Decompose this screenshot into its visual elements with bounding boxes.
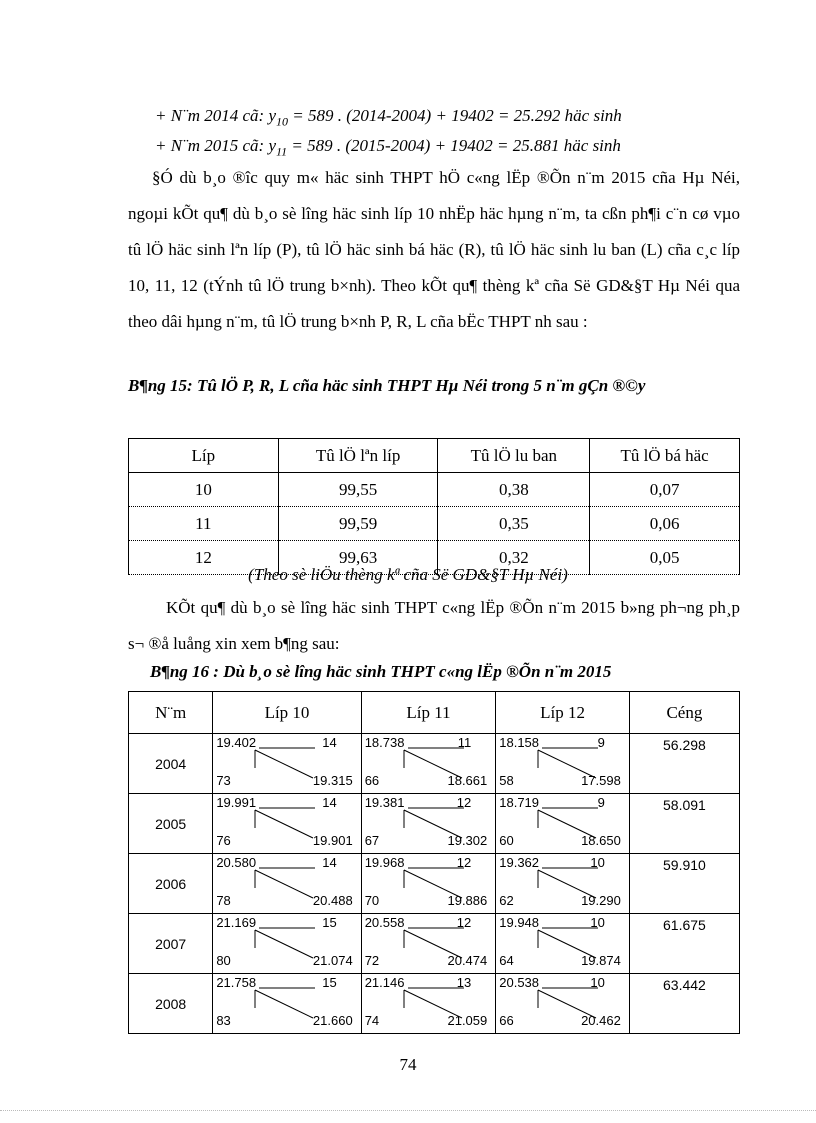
table16-flow-cell: [361, 854, 496, 914]
flow-value: 18.661: [447, 773, 488, 788]
flow-value: 21.758: [216, 975, 257, 990]
table15-cell: 12: [129, 541, 279, 575]
flow-line: [255, 990, 313, 1018]
table16: [128, 691, 740, 1034]
flow-diagram: [213, 794, 360, 850]
table16-year-cell: 2004: [129, 734, 213, 794]
table16-header: Líp 12: [496, 692, 630, 734]
table16-flow-cell: [361, 734, 496, 794]
table16-flow-cell: [496, 794, 630, 854]
table16-flow-cell: [213, 974, 361, 1034]
table15-cell: 0,35: [438, 507, 590, 541]
flow-value: 10: [590, 975, 605, 990]
flow-line: [255, 930, 313, 958]
table16-total-cell: 58.091: [629, 794, 739, 854]
table15-header-row: [129, 439, 740, 473]
table16-caption: B¶ng 16 : Dù b¸o sè lîng häc sinh THPT c«ng lËp ®Õn n¨m 2015: [150, 662, 612, 681]
flow-value: 21.074: [312, 953, 353, 968]
table16-flow-cell: [496, 734, 630, 794]
flow-value: 21.660: [312, 1013, 353, 1028]
flow-value: 9: [597, 735, 605, 750]
table-row: [129, 854, 740, 914]
flow-value: 80: [216, 953, 231, 968]
table-row: [129, 734, 740, 794]
flow-value: 18.650: [581, 833, 621, 848]
table15-cell: 11: [129, 507, 279, 541]
flow-value: 17.598: [581, 773, 621, 788]
flow-value: 66: [499, 1013, 514, 1028]
table15-cell: 99,55: [278, 473, 438, 507]
flow-value: 20.580: [216, 855, 257, 870]
table15-caption: B¶ng 15: Tû lÖ P, R, L cña häc sinh THPT Hµ Néi trong 5 n¨m gÇn ®©y: [128, 376, 646, 395]
table15-cell: 10: [129, 473, 279, 507]
flow-value: 78: [216, 893, 231, 908]
table16-header: N¨m: [129, 692, 213, 734]
flow-diagram: [496, 914, 629, 970]
flow-value: 12: [456, 855, 472, 870]
flow-value: 19.901: [312, 833, 353, 848]
flow-diagram: [213, 914, 360, 970]
flow-diagram: [362, 914, 496, 970]
flow-value: 64: [499, 953, 514, 968]
flow-diagram: [213, 854, 360, 910]
table16-flow-cell: [496, 914, 630, 974]
table15-header: Tû lÖ lªn líp: [278, 439, 438, 473]
flow-line: [255, 750, 313, 778]
table15-header: Tû lÖ lu ban: [438, 439, 590, 473]
table15: [128, 438, 740, 575]
flow-diagram: [213, 974, 360, 1030]
flow-value: 12: [456, 915, 472, 930]
flow-diagram: [362, 854, 496, 910]
flow-value: 20.538: [499, 975, 540, 990]
flow-value: 19.362: [499, 855, 540, 870]
flow-value: 14: [322, 735, 337, 750]
flow-value: 9: [597, 795, 605, 810]
table16-flow-cell: [213, 914, 361, 974]
flow-value: 19.968: [364, 855, 405, 870]
flow-value: 73: [216, 773, 231, 788]
flow-value: 74: [364, 1013, 380, 1028]
table16-header-row: [129, 692, 740, 734]
table15-cell: 0,38: [438, 473, 590, 507]
flow-value: 19.886: [447, 893, 488, 908]
table16-year-cell: 2006: [129, 854, 213, 914]
table16-flow-cell: [213, 854, 361, 914]
table16-total-cell: 56.298: [629, 734, 739, 794]
flow-value: 20.462: [581, 1013, 621, 1028]
table16-flow-cell: [361, 794, 496, 854]
table-row: [129, 794, 740, 854]
flow-value: 15: [322, 915, 337, 930]
table15-cell: 99,63: [278, 541, 438, 575]
table-row: [129, 974, 740, 1034]
table16-header: Líp 10: [213, 692, 361, 734]
table15-cell: 0,07: [590, 473, 740, 507]
table16-total-cell: 63.442: [629, 974, 739, 1034]
flow-value: 13: [456, 975, 472, 990]
table-row: [129, 473, 740, 507]
table15-header: Tû lÖ bá häc: [590, 439, 740, 473]
flow-diagram: [213, 734, 360, 790]
flow-value: 62: [499, 893, 514, 908]
flow-value: 21.059: [447, 1013, 488, 1028]
formula-2015: + N¨m 2015 cã: $y_{11} = 589$ . (2015-2004) + 19402 = 25.881 häc sinh: [155, 136, 621, 159]
flow-diagram: [362, 794, 496, 850]
flow-value: 19.381: [364, 795, 405, 810]
flow-value: 66: [364, 773, 380, 788]
flow-value: 60: [499, 833, 514, 848]
page-number: 74: [399, 1055, 417, 1074]
flow-value: 15: [322, 975, 337, 990]
formula-2014: + N¨m 2014 cã: $y_{10} = 589$ . (2014-2004) + 19402 = 25.292 häc sinh: [155, 106, 622, 129]
flow-diagram: [496, 974, 629, 1030]
table16-total-cell: 59.910: [629, 854, 739, 914]
table16-flow-cell: [361, 914, 496, 974]
flow-value: 20.558: [364, 915, 405, 930]
footer-rule: [0, 1110, 816, 1111]
table16-flow-cell: [213, 734, 361, 794]
table15-cell: 0,06: [590, 507, 740, 541]
table16-flow-cell: [361, 974, 496, 1034]
flow-value: 19.874: [581, 953, 621, 968]
table16-flow-cell: [496, 974, 630, 1034]
table16-year-cell: 2007: [129, 914, 213, 974]
table15-cell: 0,32: [438, 541, 590, 575]
flow-value: 19.315: [312, 773, 353, 788]
table-row: [129, 507, 740, 541]
flow-value: 58: [499, 773, 514, 788]
flow-diagram: [496, 854, 629, 910]
table16-total-cell: 61.675: [629, 914, 739, 974]
table16-year-cell: 2005: [129, 794, 213, 854]
flow-value: 18.738: [364, 735, 405, 750]
table-row: [129, 914, 740, 974]
flow-value: 19.948: [499, 915, 540, 930]
table16-header: Líp 11: [361, 692, 496, 734]
flow-value: 14: [322, 855, 337, 870]
flow-value: 21.146: [364, 975, 405, 990]
table16-header: Céng: [629, 692, 739, 734]
table16-flow-cell: [213, 794, 361, 854]
flow-value: 10: [590, 915, 605, 930]
flow-value: 72: [364, 953, 380, 968]
paragraph-forecast-method: §Ó dù b¸o ®îc quy m« häc sinh THPT hÖ c«ng lËp ®Õn n¨m 2015 cña Hµ Néi, ngoµi kÕt qu¶ dù b¸o sè lîng häc sinh líp 10 nhËp häc hµng n¨m, ta cßn ph¶i c¨n cø vµo tû lÖ häc sinh lªn líp (P), tû lÖ häc sinh bá häc (R), tû lÖ häc sinh lu ban (L) cña c¸c líp 10, 11, 12 (tÝnh tû lÖ trung b×nh). Theo kÕt qu¶ thèng kª cña Së GD&§T Hµ Néi qua theo dâi hµng n¨m, tû lÖ trung b×nh P, R, L cña bËc THPT nh sau :: [128, 168, 740, 331]
flow-diagram: [496, 794, 629, 850]
flow-value: 67: [364, 833, 380, 848]
flow-value: 20.474: [447, 953, 488, 968]
flow-value: 19.290: [581, 893, 621, 908]
table15-source: (Theo sè liÖu thèng kª cña Së GD&§T Hµ Néi): [248, 565, 568, 584]
flow-line: [255, 810, 313, 838]
flow-diagram: [362, 734, 496, 790]
paragraph-results-intro: KÕt qu¶ dù b¸o sè lîng häc sinh THPT c«ng lËp ®Õn n¨m 2015 b»ng ph¬ng ph¸p s¬ ®å luång xin xem b¶ng sau:: [128, 598, 740, 653]
table16-year-cell: 2008: [129, 974, 213, 1034]
flow-diagram: [496, 734, 629, 790]
flow-value: 19.402: [216, 735, 257, 750]
flow-value: 83: [216, 1013, 231, 1028]
table15-cell: 0,05: [590, 541, 740, 575]
flow-value: 18.158: [499, 735, 540, 750]
flow-value: 21.169: [216, 915, 257, 930]
flow-diagram: [362, 974, 496, 1030]
flow-value: 70: [364, 893, 380, 908]
flow-value: 11: [457, 735, 472, 750]
flow-line: [255, 870, 313, 898]
table15-cell: 99,59: [278, 507, 438, 541]
table15-header: Líp: [129, 439, 279, 473]
table16-flow-cell: [496, 854, 630, 914]
flow-value: 19.991: [216, 795, 257, 810]
flow-value: 76: [216, 833, 231, 848]
flow-value: 14: [322, 795, 337, 810]
flow-value: 18.719: [499, 795, 540, 810]
flow-value: 12: [456, 795, 472, 810]
flow-value: 19.302: [447, 833, 488, 848]
flow-value: 10: [590, 855, 605, 870]
flow-value: 20.488: [312, 893, 353, 908]
